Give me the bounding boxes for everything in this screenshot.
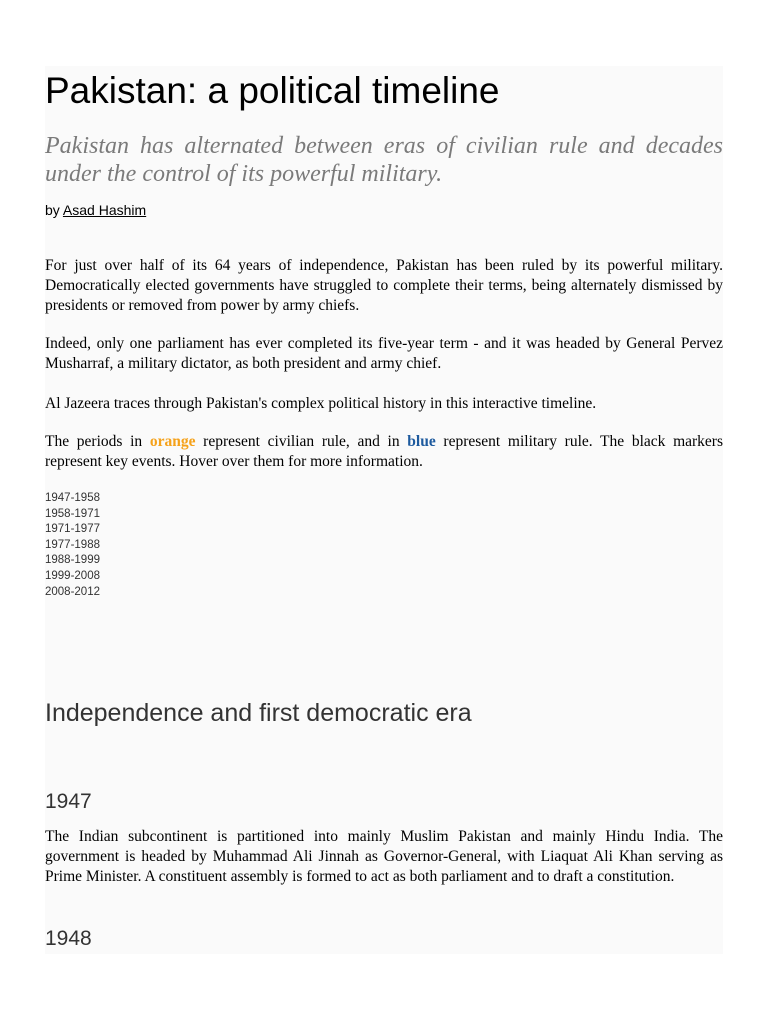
timeline-intro-paragraph: Al Jazeera traces through Pakistan's complex political history in this interactive timeline.	[45, 395, 597, 412]
legend-orange: orange	[149, 433, 196, 450]
legend-blue: blue	[407, 433, 436, 450]
era-heading: Independence and first democratic era	[45, 699, 472, 727]
year-description: The Indian subcontinent is partitioned into mainly Muslim Pakistan and mainly Hindu India. The government is headed by Muhammad Ali Jinnah as Governor-General, with Liaquat Ali Khan serving as Prime Minister. A constituent assembly is formed to act as both parliament and to draft a constitution.	[45, 828, 723, 885]
year-heading: 1948	[45, 927, 92, 950]
period-link[interactable]: 1977-1988	[45, 538, 100, 551]
author-link[interactable]: Asad Hashim	[62, 202, 147, 218]
page-subtitle: Pakistan has alternated between eras of civilian rule and decades under the control of its powerful military.	[45, 133, 723, 187]
year-heading: 1947	[45, 790, 92, 813]
period-link[interactable]: 1958-1971	[45, 507, 100, 520]
period-list	[45, 491, 100, 600]
byline-prefix: by	[45, 202, 60, 218]
legend-paragraph	[45, 432, 723, 472]
period-link[interactable]: 1999-2008	[45, 569, 100, 582]
period-link[interactable]: 1947-1958	[45, 492, 100, 504]
byline	[45, 202, 146, 218]
period-link[interactable]: 1988-1999	[45, 554, 100, 567]
period-link[interactable]: 2008-2012	[45, 585, 100, 598]
legend-text-3: represent military rule. The black markers represent key events. Hover over them for more information.	[45, 433, 723, 470]
article-background	[45, 66, 723, 954]
page-title: Pakistan: a political timeline	[45, 70, 500, 111]
period-link[interactable]: 1971-1977	[45, 523, 100, 536]
legend-text-1: The periods in	[45, 433, 143, 450]
intro-paragraph: For just over half of its 64 years of independence, Pakistan has been ruled by its powerful military. Democratically elected governments have struggled to complete their terms, being alternately dismissed by presidents or removed from power by army chiefs.	[45, 257, 723, 314]
parliament-paragraph: Indeed, only one parliament has ever completed its five-year term - and it was headed by General Pervez Musharraf, a military dictator, as both president and army chief.	[45, 335, 723, 372]
legend-text-2: represent civilian rule, and in	[203, 433, 400, 450]
